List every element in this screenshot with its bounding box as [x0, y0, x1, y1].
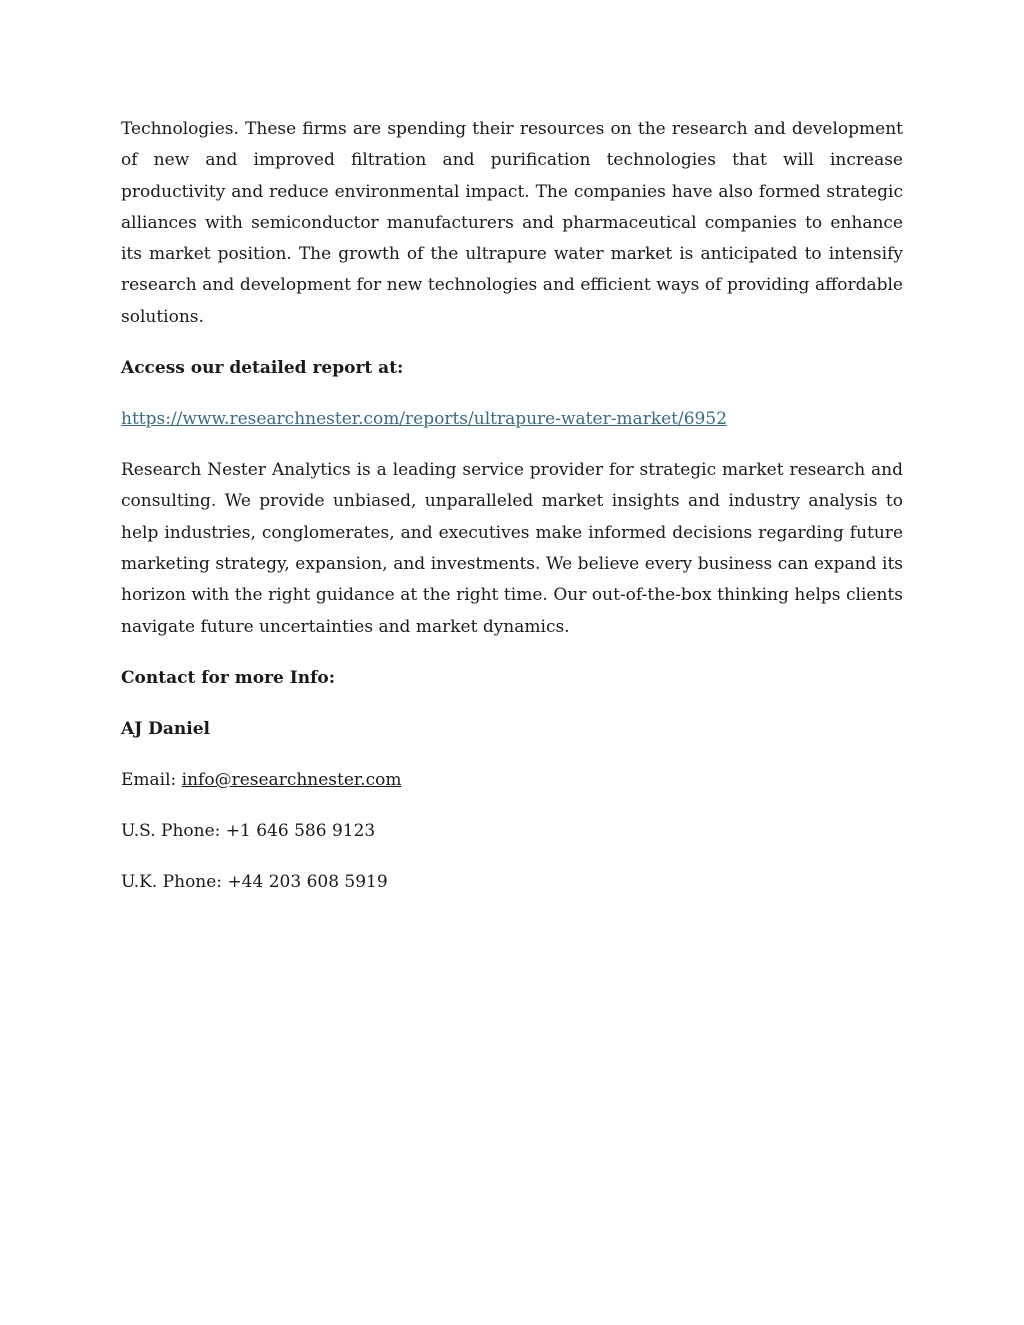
about-paragraph: Research Nester Analytics is a leading service provider for strategic market research and consulting. We provide unbiased, unparalleled market insights and industry analysis to help industries, conglomerates, and executives make informed decisions regarding future marketing strategy, expansion, and investments. We believe every business can expand its horizon with the right guidance at the right time. Our out-of-the-box thinking helps clients navigate future uncertainties and market dynamics.	[121, 460, 903, 637]
report-heading: Access our detailed report at:	[121, 358, 404, 379]
report-link[interactable]: https://www.researchnester.com/reports/ultrapure-water-market/6952	[121, 409, 728, 430]
email-line	[121, 765, 903, 796]
report-link-line	[121, 404, 903, 435]
uk-phone: U.K. Phone: +44 203 608 5919	[121, 871, 388, 892]
contact-name: AJ Daniel	[121, 718, 211, 739]
email-label: Email:	[121, 769, 182, 790]
contact-heading: Contact for more Info:	[121, 667, 336, 688]
document-page	[121, 114, 903, 898]
us-phone: U.S. Phone: +1 646 586 9123	[121, 820, 376, 841]
email-link[interactable]: info@researchnester.com	[181, 769, 402, 790]
intro-paragraph: Technologies. These firms are spending their resources on the research and development of new and improved filtration and purification technologies that will increase productivity and reduce environmental impact. The companies have also formed strategic alliances with semiconductor manufacturers and pharmaceutical companies to enhance its market position. The growth of the ultrapure water market is anticipated to intensify research and development for new technologies and efficient ways of providing affordable solutions.	[121, 119, 903, 327]
